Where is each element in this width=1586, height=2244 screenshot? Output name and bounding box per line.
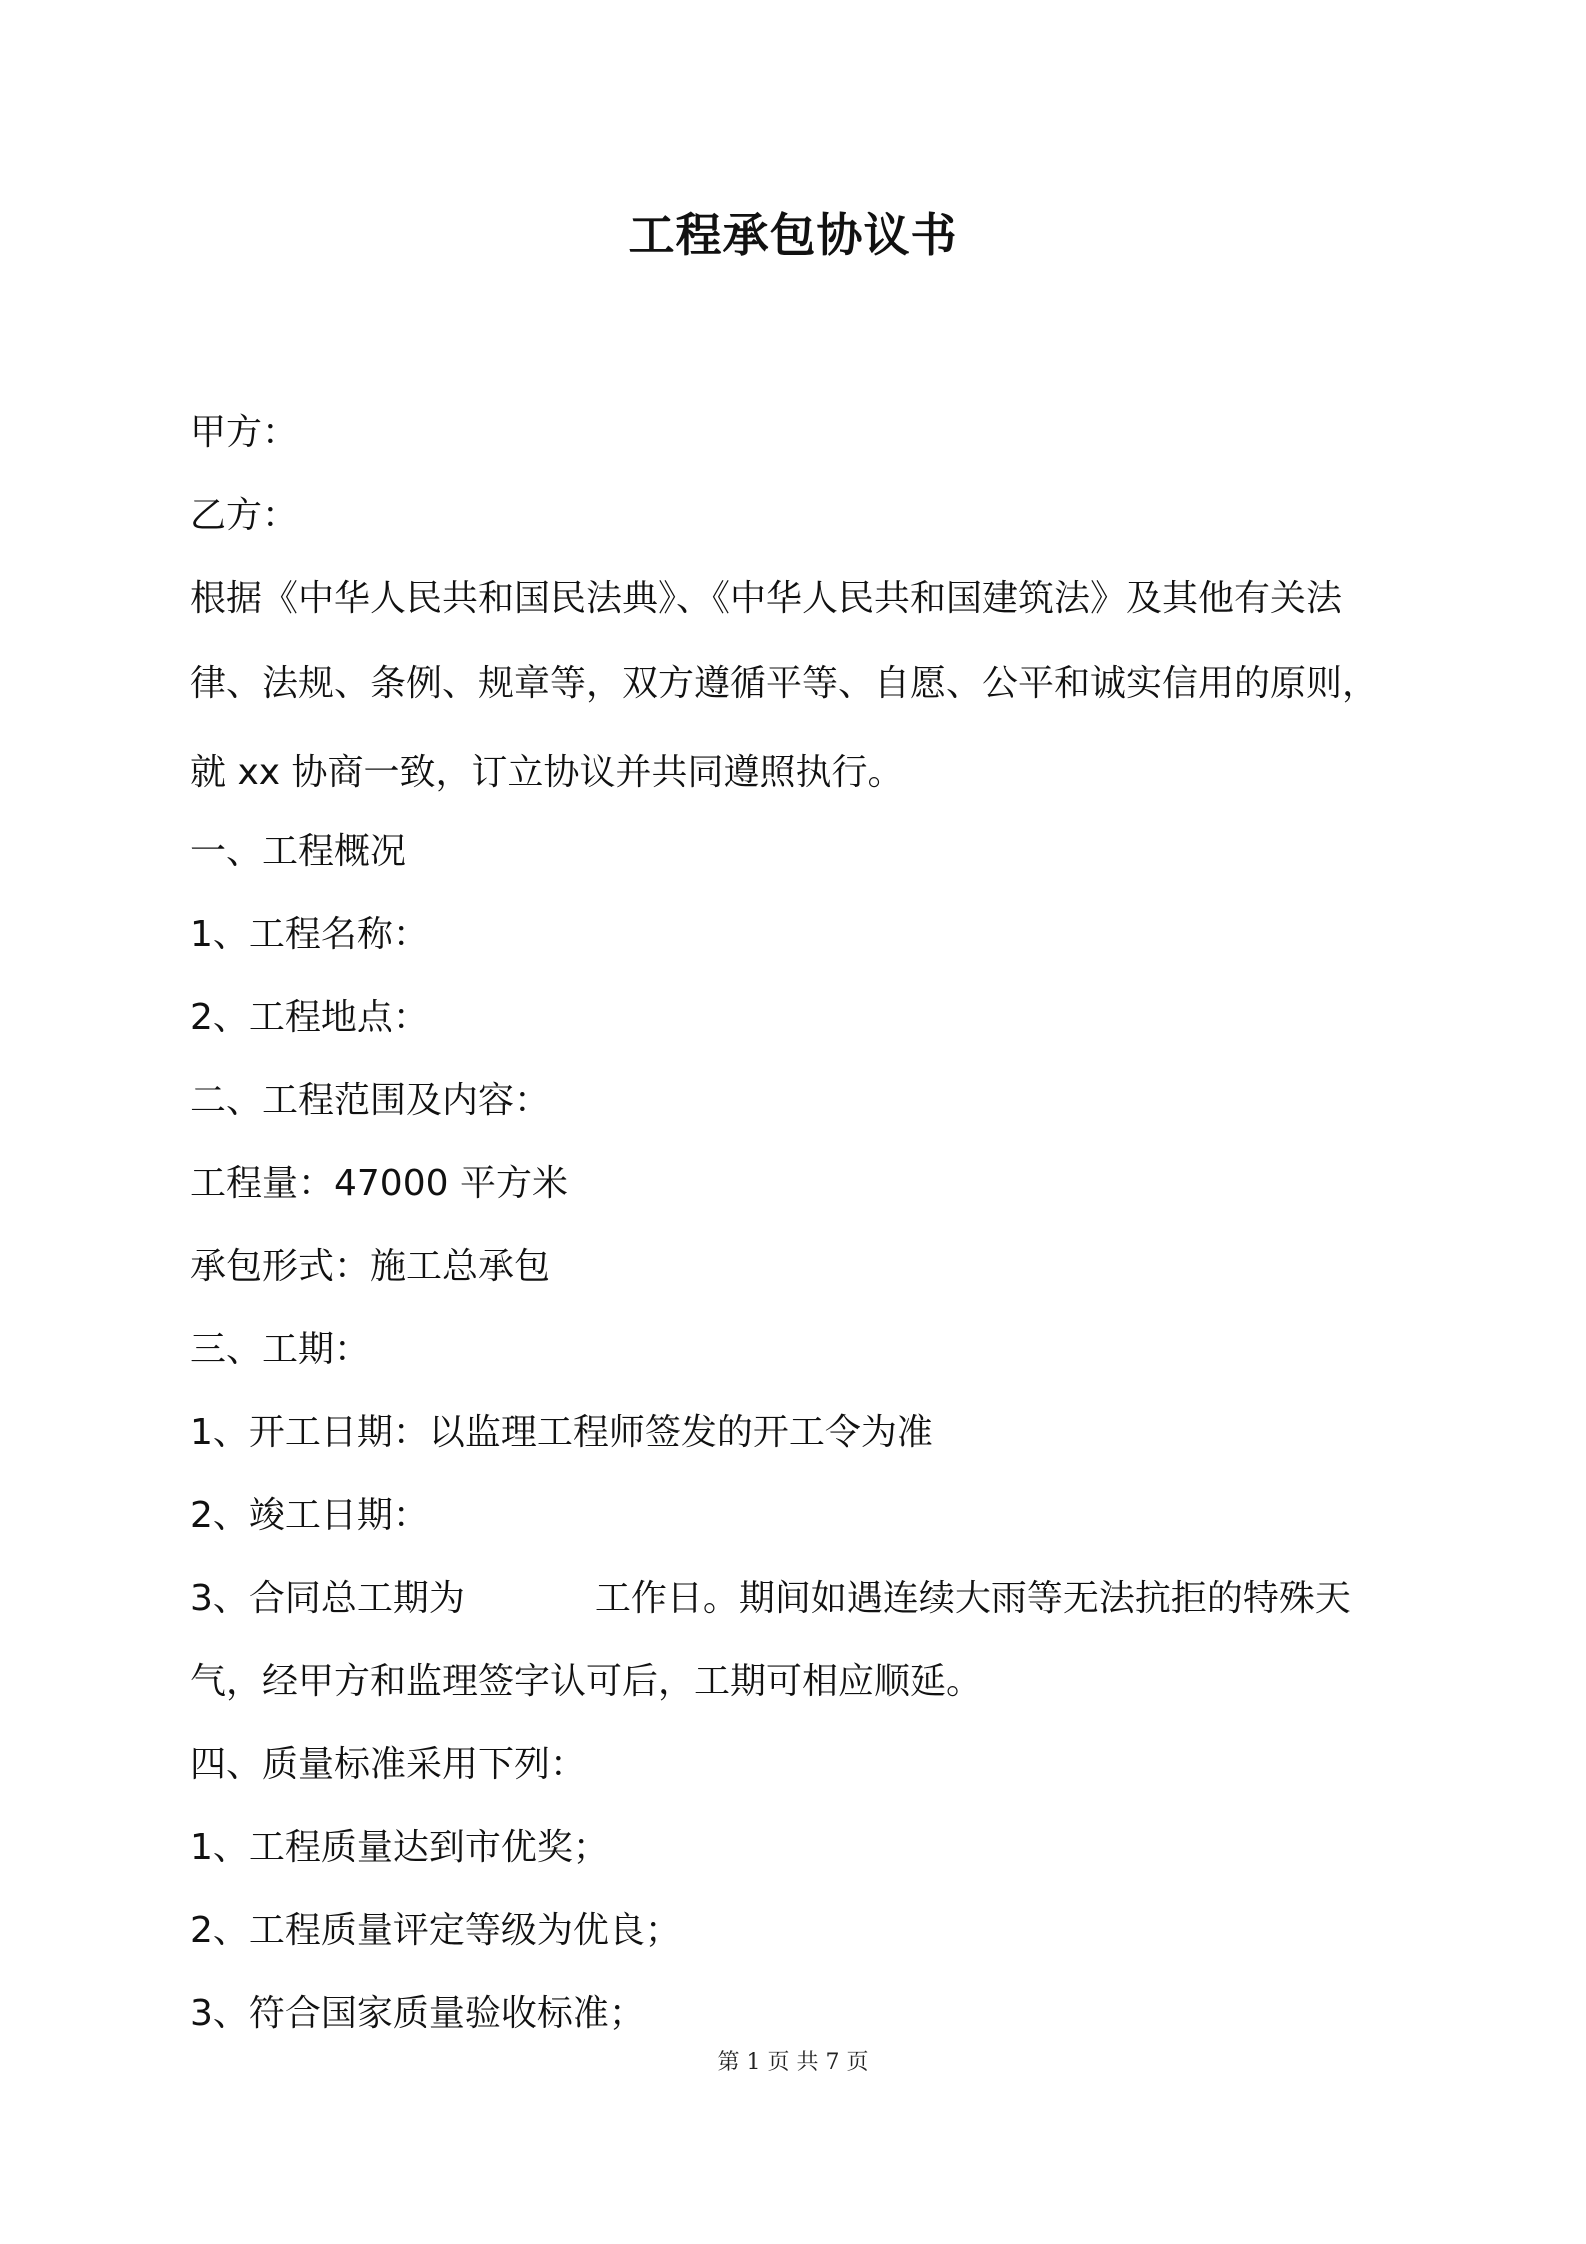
section-1-heading: 一、工程概况: [190, 831, 407, 872]
section-4-item-grade: 2、工程质量评定等级为优良；: [190, 1910, 681, 1951]
preamble-line-3: 就 xx 协商一致，订立协议并共同遵照执行。: [190, 752, 904, 793]
section-3-item-duration: [190, 1574, 1351, 1624]
preamble-line-2: 律、法规、条例、规章等，双方遵循平等、自愿、公平和诚实信用的原则，: [190, 663, 1379, 704]
section-4-item-national-standard: 3、符合国家质量验收标准；: [190, 1993, 645, 2034]
duration-text-start: 3、合同总工期为: [190, 1578, 465, 1619]
section-2-item-quantity: 工程量：47000 平方米: [190, 1163, 568, 1204]
party-b-line: 乙方：: [190, 495, 299, 536]
section-3-heading: 三、工期：: [190, 1329, 371, 1370]
section-2-item-contract-form: 承包形式：施工总承包: [190, 1246, 551, 1287]
page-indicator: 第 1 页 共 7 页: [717, 2050, 869, 2075]
section-1-item-location: 2、工程地点：: [190, 997, 429, 1038]
section-3-item-duration-continued: 气，经甲方和监理签字认可后，工期可相应顺延。: [190, 1661, 983, 1702]
preamble-line-1: 根据《中华人民共和国民法典》、《中华人民共和国建筑法》及其他有关法: [190, 578, 1343, 619]
document-title: 工程承包协议书: [628, 208, 958, 262]
section-1-item-name: 1、工程名称：: [190, 914, 429, 955]
party-a-line: 甲方：: [190, 412, 299, 453]
section-4-item-city-award: 1、工程质量达到市优奖；: [190, 1827, 609, 1868]
section-3-item-completion-date: 2、竣工日期：: [190, 1495, 429, 1536]
section-3-item-start-date: 1、开工日期：以监理工程师签发的开工令为准: [190, 1412, 933, 1453]
section-4-heading: 四、质量标准采用下列：: [190, 1744, 587, 1785]
duration-text-end: 工作日。期间如遇连续大雨等无法抗拒的特殊天: [594, 1578, 1351, 1619]
section-2-heading: 二、工程范围及内容：: [190, 1080, 551, 1121]
